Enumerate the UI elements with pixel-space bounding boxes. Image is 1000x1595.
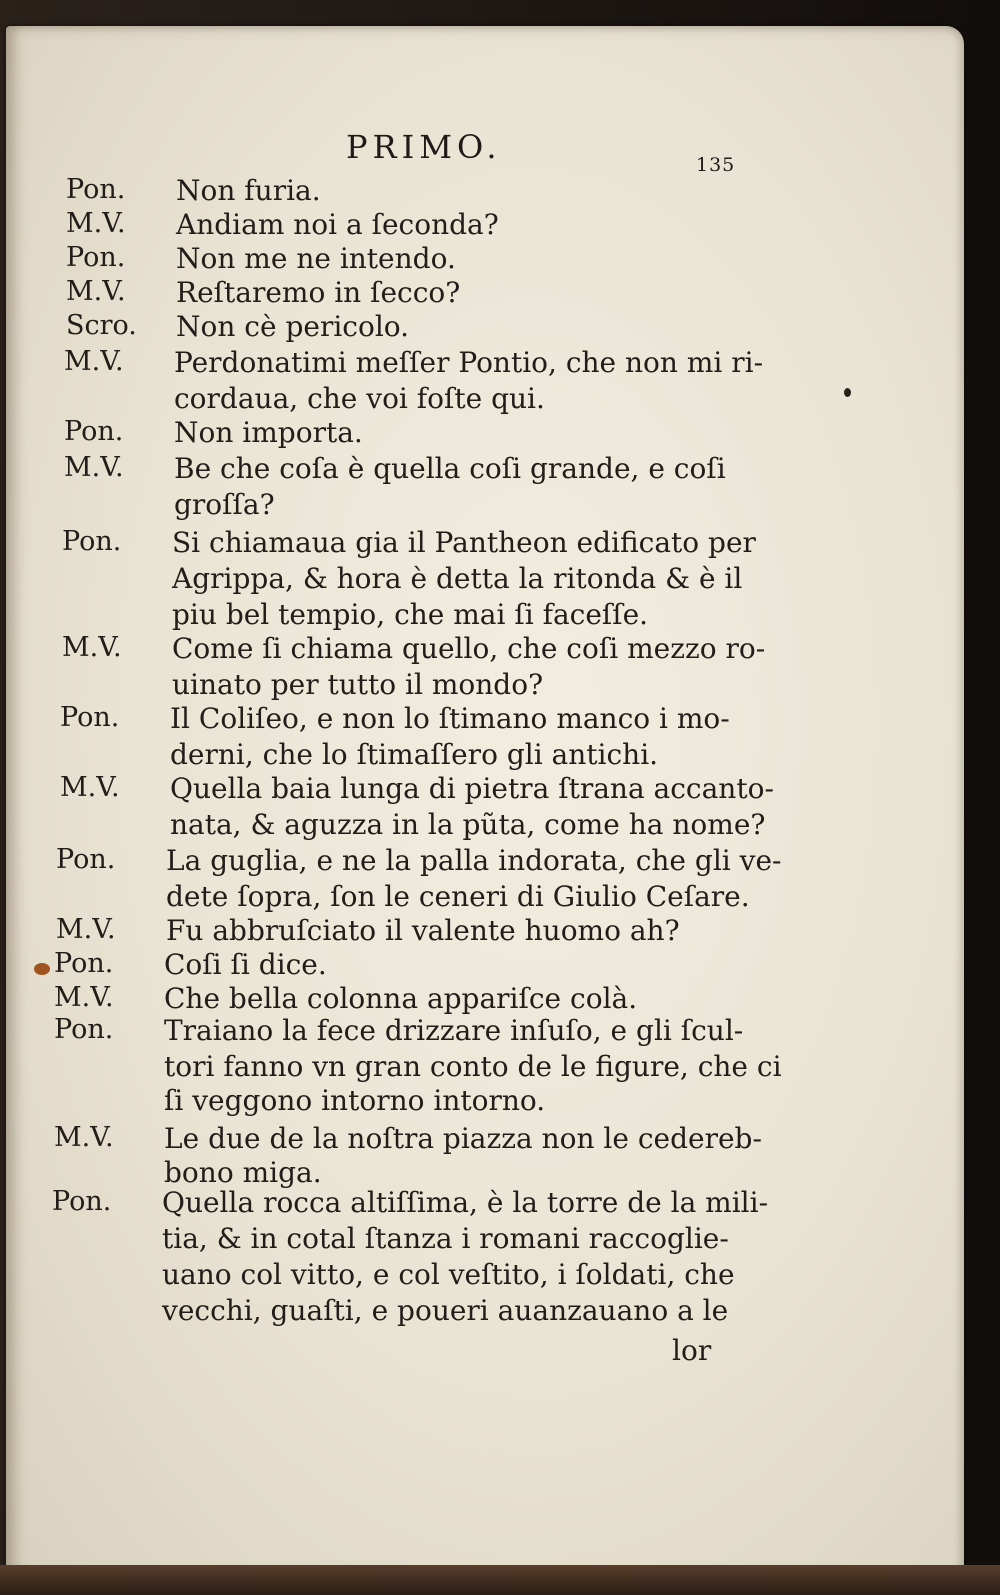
dialogue-line: cordaua, che voi foſte qui. [174,382,545,415]
speaker-label: M.V. [60,772,120,803]
dialogue-line: vecchi, guaſti, e poueri auanzauano a le [162,1294,729,1327]
dialogue-line: ſi veggono intorno intorno. [164,1084,546,1117]
dialogue-line: Si chiamaua gia il Pantheon edificato per [172,526,756,559]
dialogue-line: Reſtaremo in ſecco? [176,276,461,309]
speaker-label: Pon. [60,702,120,733]
speaker-label: Pon. [54,1014,114,1045]
dialogue-line: Le due de la noſtra piazza non le cedereb- [164,1122,762,1155]
speaker-label: M.V. [66,276,126,307]
speaker-label: M.V. [54,982,114,1013]
dialogue-line: Fu abbruſciato il valente huomo ah? [166,914,680,947]
dialogue-line: dete ſopra, ſon le ceneri di Giulio Ceſare. [166,880,750,913]
dialogue-line: Come ſi chiama quello, che coſi mezzo ro- [172,632,766,665]
dialogue-line: Che bella colonna appariſce colà. [164,982,638,1015]
speaker-label: Scro. [66,310,137,341]
dialogue-line: tia, & in cotal ſtanza i romani raccoglie- [162,1222,729,1255]
dialogue-line: bono miga. [164,1156,322,1189]
speaker-label: Pon. [62,526,122,557]
dialogue-line: Coſi ſi dice. [164,948,327,981]
dialogue-line: Quella rocca altiſſima, è la torre de la mili- [162,1186,769,1219]
ink-spot [844,388,851,397]
speaker-label: M.V. [62,632,122,663]
speaker-label: Pon. [66,174,126,205]
dialogue-line: La guglia, e ne la palla indorata, che gli ve- [166,844,782,877]
dialogue-line: Perdonatimi meſſer Pontio, che non mi ri- [174,346,764,379]
speaker-label: Pon. [66,242,126,273]
speaker-label: M.V. [56,914,116,945]
catchword: lor [672,1334,712,1367]
dialogue-line: derni, che lo ſtimaſſero gli antichi. [170,738,659,771]
dialogue-line: Non importa. [174,416,363,449]
dialogue-line: uano col vitto, e col veſtito, i ſoldati, che [162,1258,735,1291]
dialogue-line: Quella baia lunga di pietra ſtrana accanto- [170,772,774,805]
dialogue-line: Andiam noi a ſeconda? [176,208,499,241]
dialogue-line: nata, & aguzza in la pũta, come ha nome? [170,808,766,841]
dialogue-line: Agrippa, & hora è detta la ritonda & è il [172,562,743,595]
speaker-label: Pon. [56,844,116,875]
dialogue-line: Il Coliſeo, e non lo ſtimano manco i mo- [170,702,730,735]
dialogue-line: Traiano la fece drizzare inſuſo, e gli ſcul- [164,1014,744,1047]
speaker-label: Pon. [54,948,114,979]
dialogue-line: Non me ne intendo. [176,242,456,275]
speaker-label: M.V. [64,452,124,483]
dialogue-line: uinato per tutto il mondo? [172,668,544,701]
speaker-label: M.V. [66,208,126,239]
dialogue-line: groſſa? [174,488,275,521]
dialogue-line: tori fanno vn gran conto de le figure, che ci [164,1050,782,1083]
dialogue-line: Be che coſa è quella coſi grande, e coſi [174,452,726,485]
dialogue-line: Non cè pericolo. [176,310,410,343]
speaker-label: M.V. [64,346,124,377]
page-number: 135 [696,154,736,176]
book-page [6,26,964,1578]
stain-mark [34,963,50,975]
dialogue-line: piu bel tempio, che mai ſi faceſſe. [172,598,649,631]
book-edge [0,1565,1000,1595]
speaker-label: Pon. [64,416,124,447]
speaker-label: M.V. [54,1122,114,1153]
speaker-label: Pon. [52,1186,112,1217]
running-head: PRIMO. [346,128,502,166]
dialogue-line: Non furia. [176,174,321,207]
